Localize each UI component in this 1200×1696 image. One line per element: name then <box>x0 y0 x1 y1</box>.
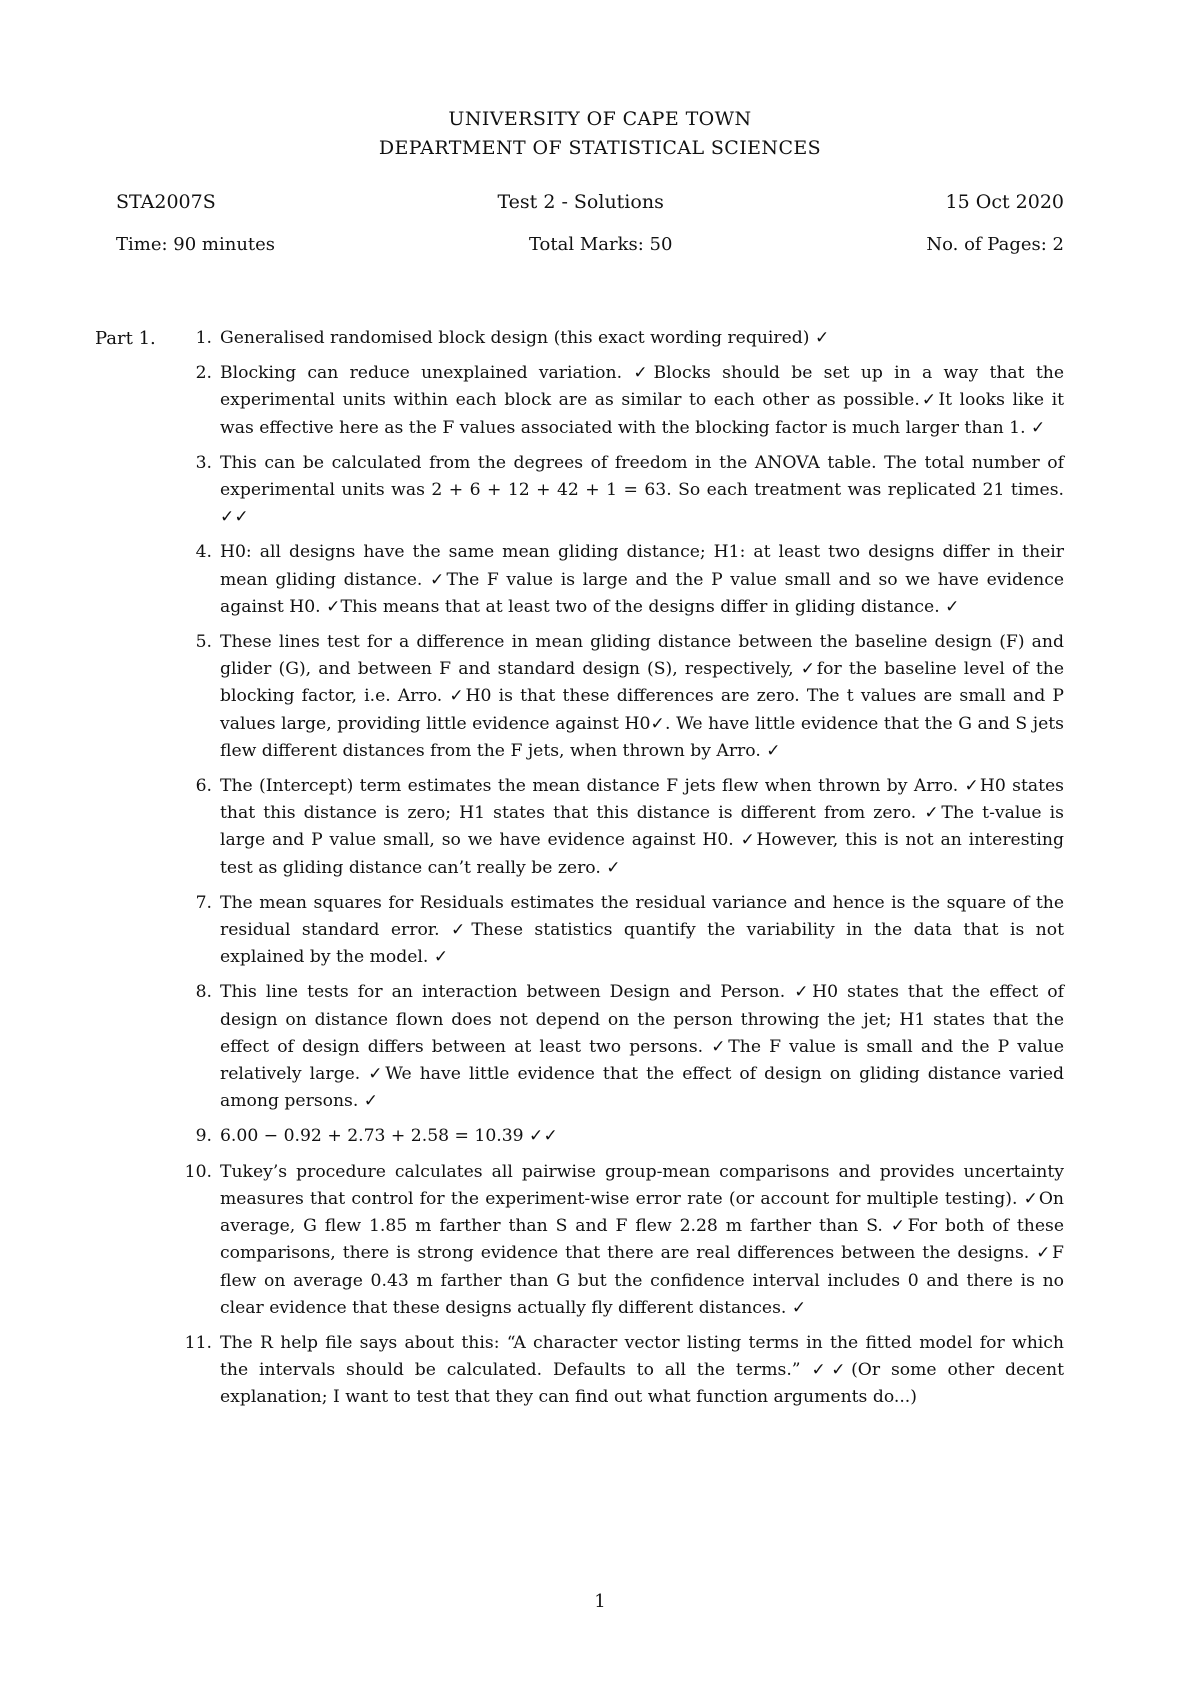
page-count: No. of Pages: 2 <box>926 233 1064 255</box>
department-heading: DEPARTMENT OF STATISTICAL SCIENCES <box>378 137 822 159</box>
total-marks: Total Marks: 50 <box>528 233 673 255</box>
answer-number: 10. <box>184 1161 212 1182</box>
answer-number: 3. <box>195 452 212 473</box>
answer-item <box>195 539 1064 621</box>
answer-item <box>195 773 1064 882</box>
answer-text: This line tests for an interaction between Design and Person. ✓H0 states that the effect of design on distance flown does not depend on the person throwing the jet; H1 states that the effect of design differs between at least two persons. ✓The F value is small and the P value relatively large. ✓We have little evidence that the effect of design on gliding distance varied among persons. ✓ <box>220 982 1064 1112</box>
answer-number: 1. <box>195 328 212 348</box>
test-date: 15 Oct 2020 <box>945 191 1064 213</box>
answer-text: These lines test for a difference in mean gliding distance between the baseline design (F) and glider (G), and between F and standard design (S), respectively, ✓for the baseline level of the blocking factor, i.e. Arro. ✓H0 is that these differences are zero. The t values are small and P values large, providing little evidence against H0✓. We have little evidence that the G and S jets flew different distances from the F jets, when thrown by Arro. ✓ <box>220 632 1064 761</box>
answer-text: This can be calculated from the degrees of freedom in the ANOVA table. The total number of experimental units was 2 + 6 + 12 + 42 + 1 = 63. So each treatment was replicated 21 times. ✓✓ <box>220 452 1064 528</box>
answer-number: 5. <box>195 632 212 653</box>
part-label: Part 1. <box>95 328 156 349</box>
time-allowed: Time: 90 minutes <box>116 233 276 255</box>
answer-item <box>184 1159 1064 1322</box>
answer-item <box>195 890 1064 972</box>
answer-number: 8. <box>195 982 212 1003</box>
answer-number: 6. <box>195 776 212 797</box>
answer-number: 2. <box>195 363 212 384</box>
answer-number: 11. <box>184 1332 212 1353</box>
answer-number: 7. <box>195 892 212 913</box>
answer-item <box>195 360 1064 442</box>
answer-item <box>184 1330 1064 1412</box>
answer-text: Blocking can reduce unexplained variation. ✓Blocks should be set up in a way that the experimental units within each block are as similar to each other as possible.✓It looks like it was effective here as the F values associated with the blocking factor is much larger than 1. ✓ <box>220 363 1064 438</box>
answer-item <box>195 629 1064 765</box>
test-meta-row <box>116 230 1064 258</box>
answer-item <box>195 979 1064 1115</box>
answer-item <box>195 450 1064 532</box>
course-code: STA2007S <box>116 191 216 213</box>
answer-text: Tukey’s procedure calculates all pairwise group-mean comparisons and provides uncertainty measures that control for the experiment-wise error rate (or account for multiple testing). ✓On average, G flew 1.85 m farther than S and F flew 2.28 m farther than S. ✓For both of these comparisons, there is strong evidence that there are real differences between the designs. ✓F flew on average 0.43 m farther than G but the confidence interval includes 0 and there is no clear evidence that these designs actually fly different distances. ✓ <box>220 1161 1064 1318</box>
answer-item <box>195 325 1064 352</box>
answer-text: Generalised randomised block design (this exact wording required) ✓ <box>220 328 830 348</box>
university-heading: UNIVERSITY OF CAPE TOWN <box>448 108 752 130</box>
answer-list <box>184 325 1064 1420</box>
answer-number: 4. <box>195 542 212 563</box>
answer-item <box>195 1123 1064 1150</box>
answer-number: 9. <box>195 1126 212 1147</box>
page-number: 1 <box>594 1591 606 1612</box>
answer-text: The R help file says about this: “A character vector listing terms in the fitted model for which the intervals should be calculated. Defaults to all the terms.” ✓✓(Or some other decent explanation; I want to test that they can find out what function arguments do...) <box>220 1332 1064 1408</box>
answer-text: The (Intercept) term estimates the mean distance F jets flew when thrown by Arro. ✓H0 states that this distance is zero; H1 states that this distance is different from zero. ✓The t-value is large and P value small, so we have evidence against H0. ✓However, this is not an interesting test as gliding distance can’t really be zero. ✓ <box>220 776 1064 878</box>
test-info-row <box>116 188 1064 216</box>
test-title: Test 2 - Solutions <box>497 191 664 213</box>
answer-text: The mean squares for Residuals estimates the residual variance and hence is the square of the residual standard error. ✓These statistics quantify the variability in the data that is not explained by the model. ✓ <box>220 892 1064 968</box>
answer-text: 6.00 − 0.92 + 2.73 + 2.58 = 10.39 ✓✓ <box>220 1126 558 1147</box>
answer-text: H0: all designs have the same mean gliding distance; H1: at least two designs differ in their mean gliding distance. ✓The F value is large and the P value small and so we have evidence against H0. ✓This means that at least two of the designs differ in gliding distance. ✓ <box>220 542 1064 617</box>
